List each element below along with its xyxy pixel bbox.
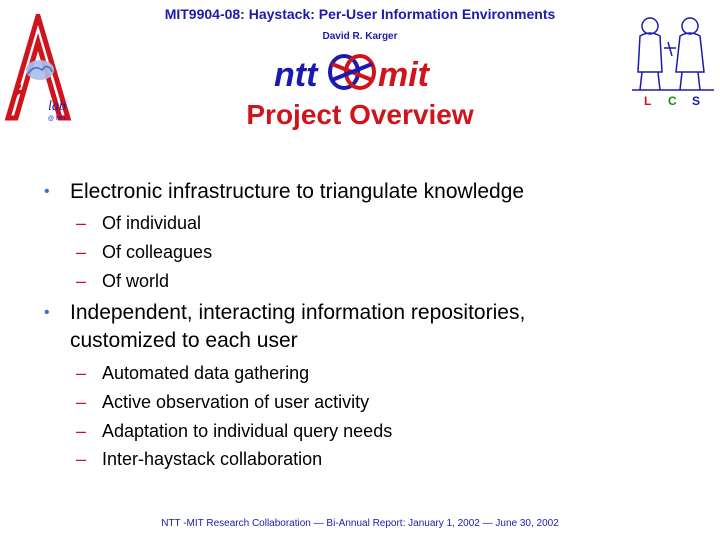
lcs-letter-c: C — [668, 94, 677, 108]
dash-icon: – — [76, 449, 87, 469]
bullet-dot-icon: • — [44, 183, 50, 200]
sub-bullet-item — [76, 241, 213, 263]
sub-bullet-text: Inter-haystack collaboration — [102, 449, 323, 469]
sub-bullet-item — [76, 420, 393, 442]
slide-title: Project Overview — [246, 99, 474, 130]
dash-icon: – — [76, 392, 87, 412]
sub-bullet-item — [76, 212, 202, 234]
header-title: MIT9904-08: Haystack: Per-User Information Environments — [164, 6, 556, 22]
sub-bullet-text: Active observation of user activity — [102, 392, 370, 412]
mit-logo-text: mit — [378, 56, 429, 94]
sub-bullet-text: Automated data gathering — [102, 363, 310, 383]
bullet-text: Independent, interacting information repositories, — [70, 301, 526, 324]
ntt-logo-text: ntt — [274, 56, 318, 94]
bullet-item — [44, 299, 526, 327]
sub-bullet-item — [76, 270, 170, 292]
bullet-text: Electronic infrastructure to triangulate knowledge — [70, 180, 525, 203]
bullet-dot-icon: • — [44, 304, 50, 321]
sub-bullet-item — [76, 362, 310, 384]
ilab-logo-subtext: @ MIT — [48, 116, 67, 122]
dash-icon: – — [76, 271, 87, 291]
sub-bullet-text: Of individual — [102, 213, 202, 233]
dash-icon: – — [76, 213, 87, 233]
sub-bullet-item — [76, 391, 370, 413]
dash-icon: – — [76, 242, 87, 262]
bullet-text: customized to each user — [70, 329, 298, 352]
footer-text: NTT -MIT Research Collaboration — Bi-Annual Report: January 1, 2002 — June 30, 2002 — [161, 518, 559, 529]
lcs-letter-l: L — [644, 94, 652, 108]
sub-bullet-item — [76, 448, 323, 470]
dash-icon: – — [76, 363, 87, 383]
sub-bullet-text: Of colleagues — [102, 242, 213, 262]
header-author: David R. Karger — [322, 31, 398, 42]
lcs-letter-s: S — [692, 94, 701, 108]
ilab-logo-text: lab — [48, 99, 66, 114]
sub-bullet-text: Adaptation to individual query needs — [102, 421, 393, 441]
bullet-text-continuation — [70, 327, 298, 355]
dash-icon: – — [76, 421, 87, 441]
sub-bullet-text: Of world — [102, 271, 170, 291]
bullet-item — [44, 178, 525, 206]
